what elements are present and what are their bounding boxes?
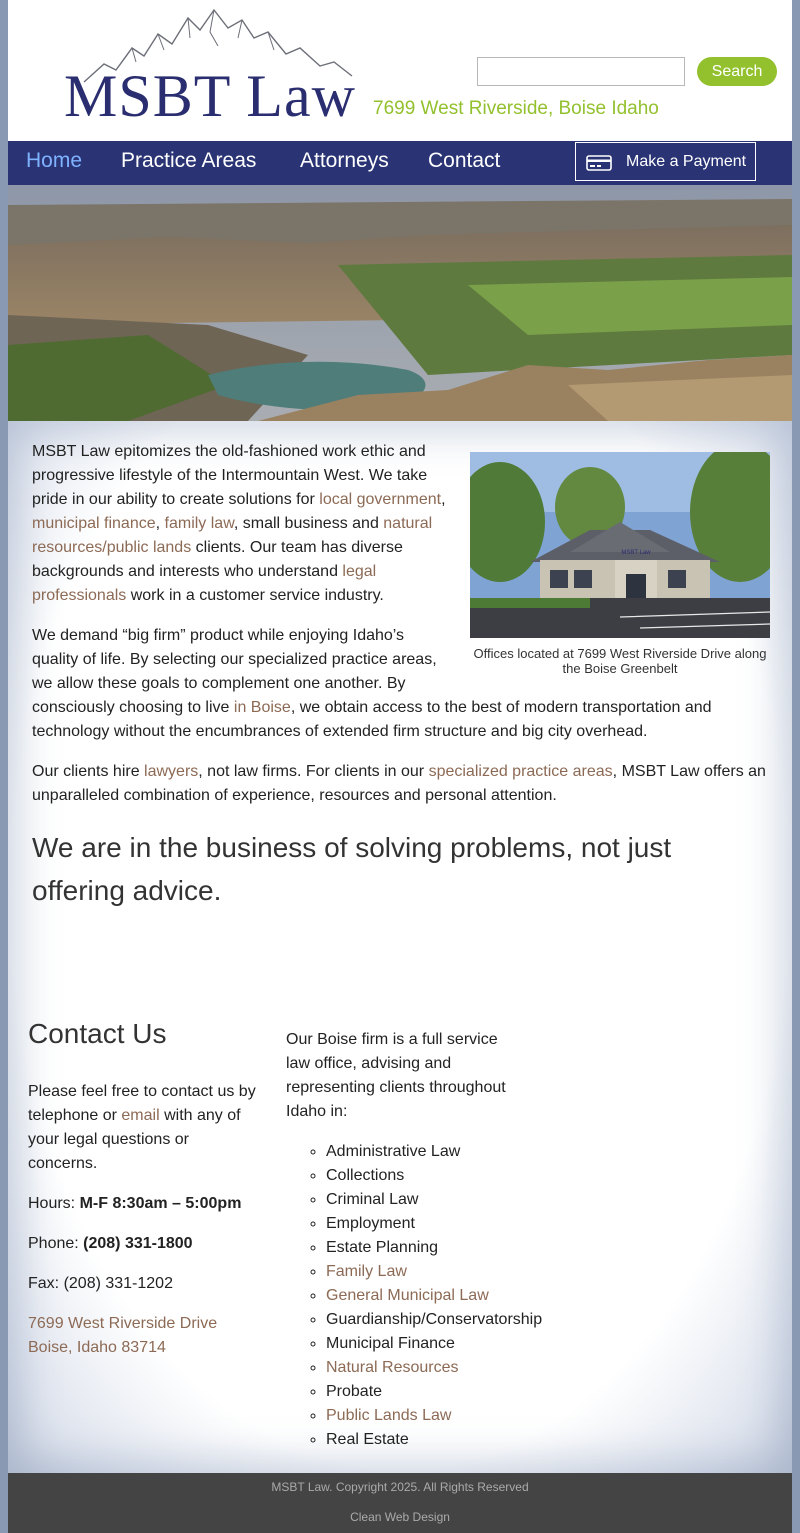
office-sign-text: MSBT Law bbox=[621, 550, 651, 556]
site-footer bbox=[8, 1473, 792, 1533]
search-input[interactable] bbox=[477, 57, 685, 86]
address-link[interactable]: 7699 West Riverside Drive Boise, Idaho 83714 bbox=[28, 1315, 218, 1356]
list-item: ◦ Collections bbox=[326, 1164, 526, 1188]
service-link-family-law[interactable]: Family Law bbox=[326, 1263, 407, 1280]
email-link[interactable]: email bbox=[121, 1107, 160, 1124]
make-payment-label: Make a Payment bbox=[626, 153, 747, 170]
link-natural-resources[interactable]: natural resources/public lands bbox=[32, 515, 433, 556]
list-item bbox=[326, 1260, 526, 1284]
contact-fax: Fax: (208) 331-1202 bbox=[28, 1275, 173, 1292]
header-address: 7699 West Riverside, Boise Idaho bbox=[373, 98, 659, 119]
services-intro: Our Boise firm is a full service law office, advising and representing clients throughout Idaho in: bbox=[286, 1031, 506, 1120]
site-logo[interactable] bbox=[64, 4, 356, 129]
office-photo-caption: Offices located at 7699 West Riverside Drive along the Boise Greenbelt bbox=[473, 646, 767, 676]
office-figure bbox=[470, 452, 770, 676]
services-list bbox=[286, 1140, 543, 1452]
contact-address bbox=[28, 1312, 258, 1360]
contact-section bbox=[28, 1014, 258, 1376]
nav-item-practice-areas[interactable]: Practice Areas bbox=[121, 149, 257, 172]
link-municipal-finance[interactable]: municipal finance bbox=[32, 515, 156, 532]
intro-paragraph-2: We demand “big firm” product while enjoying Idaho’s quality of life. By selecting our specialized practice areas, we allow these goals to complement one another. By consciously choosing to live in Boise, we obtain access to the best of modern transportation and technology without the encumbrances of extended firm structure and big city overhead. bbox=[32, 627, 712, 740]
list-item: ◦ Administrative Law bbox=[326, 1140, 526, 1164]
make-payment-button[interactable] bbox=[575, 142, 756, 181]
contact-heading: Contact Us bbox=[28, 1018, 167, 1049]
intro-section bbox=[32, 440, 770, 824]
list-item: ◦ Guardianship/Conservatorship bbox=[326, 1308, 526, 1332]
tagline-heading: We are in the business of solving problems, not just offering advice. bbox=[32, 832, 672, 906]
service-link-natural-resources[interactable]: Natural Resources bbox=[326, 1359, 459, 1376]
nav-item-home[interactable]: Home bbox=[26, 149, 83, 172]
service-link-public-lands-law[interactable]: Public Lands Law bbox=[326, 1407, 452, 1424]
footer-copyright: MSBT Law. Copyright 2025. All Rights Reserved bbox=[271, 1480, 529, 1494]
list-item: ◦ Employment bbox=[326, 1212, 526, 1236]
link-specialized-practice-areas[interactable]: specialized practice areas bbox=[428, 763, 613, 780]
link-family-law[interactable]: family law bbox=[164, 515, 234, 532]
list-item: ◦ Criminal Law bbox=[326, 1188, 526, 1212]
list-item: ◦ Municipal Finance bbox=[326, 1332, 526, 1356]
link-local-government[interactable]: local government bbox=[319, 491, 442, 508]
list-item bbox=[326, 1356, 526, 1380]
nav-item-contact[interactable]: Contact bbox=[428, 149, 501, 172]
list-item bbox=[326, 1284, 526, 1308]
site-header bbox=[8, 0, 792, 141]
link-legal-professionals[interactable]: legal professionals bbox=[32, 563, 377, 604]
credit-card-icon bbox=[586, 155, 612, 171]
logo-text: MSBT Law bbox=[64, 63, 356, 129]
office-building-image bbox=[470, 452, 770, 638]
list-item bbox=[326, 1404, 526, 1428]
link-lawyers[interactable]: lawyers bbox=[144, 763, 199, 780]
page bbox=[8, 0, 792, 1533]
search-button[interactable]: Search bbox=[697, 57, 777, 86]
main-nav bbox=[8, 141, 792, 185]
intro-paragraph-3: Our clients hire lawyers, not law firms. For clients in our specialized practice areas, MSBT Law offers an unparalleled combination of experience, resources and personal attention. bbox=[32, 763, 766, 804]
contact-hours: Hours: M-F 8:30am – 5:00pm bbox=[28, 1195, 242, 1212]
service-link-general-municipal-law[interactable]: General Municipal Law bbox=[326, 1287, 489, 1304]
link-in-boise[interactable]: in Boise bbox=[233, 699, 291, 716]
contact-phone: Phone: (208) 331-1800 bbox=[28, 1235, 193, 1252]
services-section bbox=[286, 1028, 543, 1452]
list-item: ◦ Estate Planning bbox=[326, 1236, 526, 1260]
intro-paragraph-1: MSBT Law epitomizes the old-fashioned work ethic and progressive lifestyle of the Intermountain West. We take pride in our ability to create solutions for local government, municipal finance, family law, small business and natural resources/public lands clients. Our team has diverse backgrounds and interests who understand legal professionals work in a customer service industry. bbox=[32, 443, 446, 604]
footer-credit-link[interactable]: Clean Web Design bbox=[350, 1510, 450, 1524]
canyon-banner-image bbox=[8, 185, 792, 421]
nav-item-attorneys[interactable]: Attorneys bbox=[300, 149, 389, 172]
contact-text: Please feel free to contact us by telephone or email with any of your legal questions or concerns. bbox=[28, 1083, 256, 1172]
list-item: ◦ Probate bbox=[326, 1380, 526, 1404]
list-item: ◦ Real Estate bbox=[326, 1428, 526, 1452]
